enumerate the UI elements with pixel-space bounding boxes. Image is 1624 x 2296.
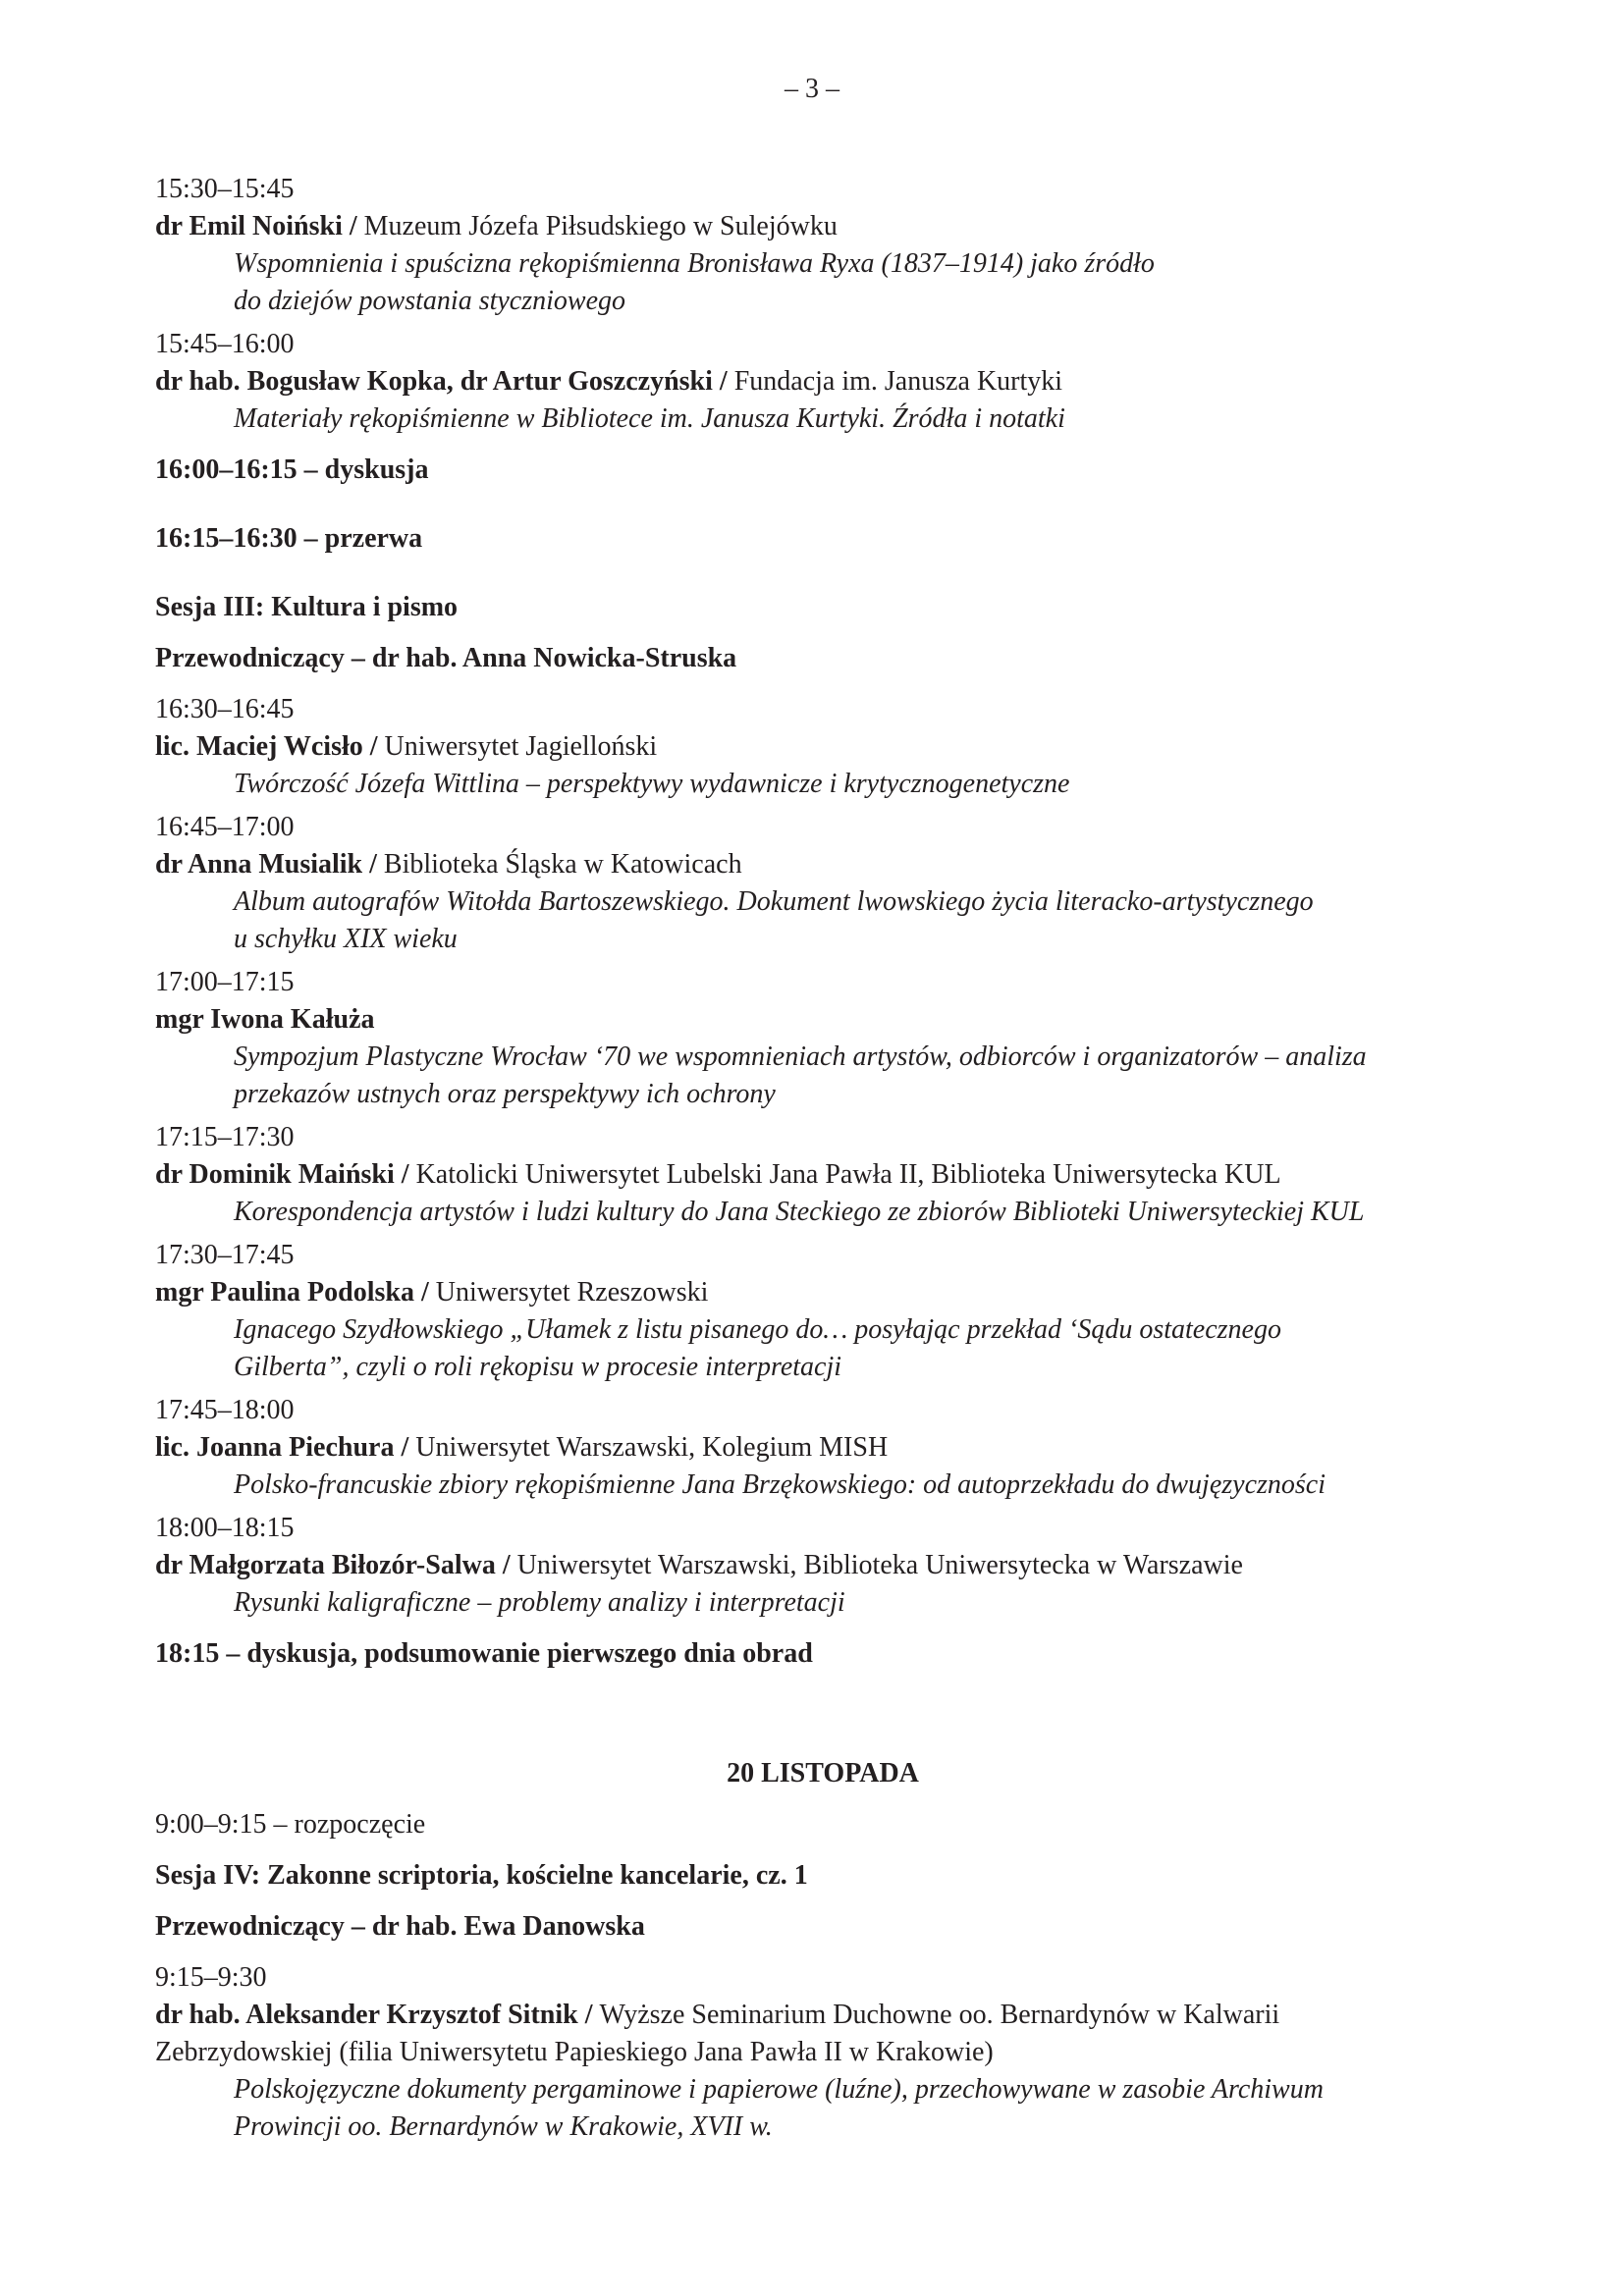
speaker-affiliation: Uniwersytet Warszawski, Kolegium MISH	[415, 1432, 889, 1463]
talk-title: Ignacego Szydłowskiego „Ułamek z listu pisanego do… posyłając przekład ‘Sądu ostatecznego	[234, 1314, 1281, 1345]
time-slot: 18:00–18:15	[155, 1513, 295, 1543]
separator: /	[362, 849, 384, 880]
time-slot: 17:45–18:00	[155, 1395, 295, 1425]
speaker-line	[155, 363, 1062, 400]
separator: /	[577, 2000, 600, 2030]
speaker-affiliation: Fundacja im. Janusza Kurtyki	[733, 366, 1063, 397]
program-item: 18:15 – dyskusja, podsumowanie pierwszego dnia obrad	[155, 1638, 813, 1669]
separator: /	[394, 1432, 416, 1463]
speaker-name: mgr Iwona Kałuża	[155, 1004, 375, 1035]
speaker-name: dr Emil Noiński	[155, 211, 343, 241]
speaker-name: dr Małgorzata Biłozór-Salwa	[155, 1550, 496, 1580]
program-item: Sesja III: Kultura i pismo	[155, 592, 459, 622]
time-slot: 17:15–17:30	[155, 1122, 295, 1152]
time-slot: 17:30–17:45	[155, 1240, 295, 1270]
speaker-line	[155, 728, 657, 766]
talk-title: Album autografów Witołda Bartoszewskiego. Dokument lwowskiego życia literacko-artystycznego	[234, 886, 1314, 917]
separator: /	[362, 731, 385, 762]
talk-title: Prowincji oo. Bernardynów w Krakowie, XVII w.	[234, 2111, 773, 2142]
time-slot: 15:30–15:45	[155, 174, 295, 204]
talk-title: przekazów ustnych oraz perspektywy ich ochrony	[234, 1079, 776, 1109]
text-line: 9:00–9:15 – rozpoczęcie	[155, 1809, 426, 1840]
speaker-name: dr Anna Musialik	[155, 849, 363, 880]
program-item: 16:00–16:15 – dyskusja	[155, 454, 429, 485]
time-slot: 17:00–17:15	[155, 967, 295, 997]
speaker-line	[155, 1547, 1243, 1584]
program-item: 16:15–16:30 – przerwa	[155, 523, 423, 554]
speaker-name: lic. Joanna Piechura	[155, 1432, 395, 1463]
program-item: Przewodniczący – dr hab. Ewa Danowska	[155, 1911, 645, 1942]
talk-title: Korespondencja artystów i ludzi kultury do Jana Steckiego ze zbiorów Biblioteki Uniwersyteckiej KUL	[234, 1197, 1365, 1227]
speaker-affiliation: Uniwersytet Rzeszowski	[435, 1277, 709, 1308]
program-item: Sesja IV: Zakonne scriptoria, kościelne kancelarie, cz. 1	[155, 1860, 808, 1891]
separator: /	[495, 1550, 517, 1580]
speaker-line	[155, 1997, 1279, 2034]
speaker-name: dr Dominik Maiński	[155, 1159, 395, 1190]
speaker-affiliation: Katolicki Uniwersytet Lubelski Jana Pawła II, Biblioteka Uniwersytecka KUL	[415, 1159, 1281, 1190]
speaker-line	[155, 1001, 375, 1039]
text-line: Zebrzydowskiej (filia Uniwersytetu Papieskiego Jana Pawła II w Krakowie)	[155, 2037, 994, 2067]
talk-title: Gilberta”, czyli o roli rękopisu w procesie interpretacji	[234, 1352, 842, 1382]
program-item: Przewodniczący – dr hab. Anna Nowicka-Struska	[155, 643, 737, 673]
separator: /	[712, 366, 734, 397]
speaker-line	[155, 1274, 708, 1311]
talk-title: u schyłku XIX wieku	[234, 924, 458, 954]
talk-title: Wspomnienia i spuścizna rękopiśmienna Bronisława Ryxa (1837–1914) jako źródło	[234, 248, 1155, 279]
time-slot: 16:30–16:45	[155, 694, 295, 724]
speaker-name: lic. Maciej Wcisło	[155, 731, 363, 762]
speaker-affiliation: Wyższe Seminarium Duchowne oo. Bernardynów w Kalwarii	[599, 2000, 1280, 2030]
speaker-name: dr hab. Bogusław Kopka, dr Artur Goszczyński	[155, 366, 713, 397]
speaker-affiliation: Muzeum Józefa Piłsudskiego w Sulejówku	[363, 211, 838, 241]
speaker-line	[155, 846, 742, 883]
talk-title: Sympozjum Plastyczne Wrocław ‘70 we wspomnieniach artystów, odbiorców i organizatorów – analiza	[234, 1041, 1367, 1072]
talk-title: Rysunki kaligraficzne – problemy analizy i interpretacji	[234, 1587, 845, 1618]
speaker-name: dr hab. Aleksander Krzysztof Sitnik	[155, 2000, 578, 2030]
day-heading: 20 LISTOPADA	[727, 1758, 919, 1789]
speaker-affiliation: Biblioteka Śląska w Katowicach	[383, 849, 742, 880]
time-slot: 15:45–16:00	[155, 329, 295, 359]
speaker-affiliation: Uniwersytet Jagielloński	[384, 731, 658, 762]
speaker-line	[155, 1429, 888, 1467]
time-slot: 16:45–17:00	[155, 812, 295, 842]
speaker-name: mgr Paulina Podolska	[155, 1277, 414, 1308]
talk-title: do dziejów powstania styczniowego	[234, 286, 625, 316]
speaker-affiliation: Uniwersytet Warszawski, Biblioteka Uniwersytecka w Warszawie	[516, 1550, 1243, 1580]
talk-title: Materiały rękopiśmienne w Bibliotece im. Janusza Kurtyki. Źródła i notatki	[234, 403, 1065, 434]
speaker-line	[155, 1156, 1281, 1194]
page-number: – 3 –	[785, 74, 839, 104]
separator: /	[413, 1277, 436, 1308]
talk-title: Polskojęzyczne dokumenty pergaminowe i papierowe (luźne), przechowywane w zasobie Archiwum	[234, 2074, 1324, 2105]
talk-title: Twórczość Józefa Wittlina – perspektywy wydawnicze i krytycznogenetyczne	[234, 769, 1070, 799]
separator: /	[342, 211, 364, 241]
separator: /	[394, 1159, 416, 1190]
time-slot: 9:15–9:30	[155, 1962, 267, 1993]
speaker-line	[155, 208, 838, 245]
talk-title: Polsko-francuskie zbiory rękopiśmienne Jana Brzękowskiego: od autoprzekładu do dwujęzyczności	[234, 1469, 1326, 1500]
